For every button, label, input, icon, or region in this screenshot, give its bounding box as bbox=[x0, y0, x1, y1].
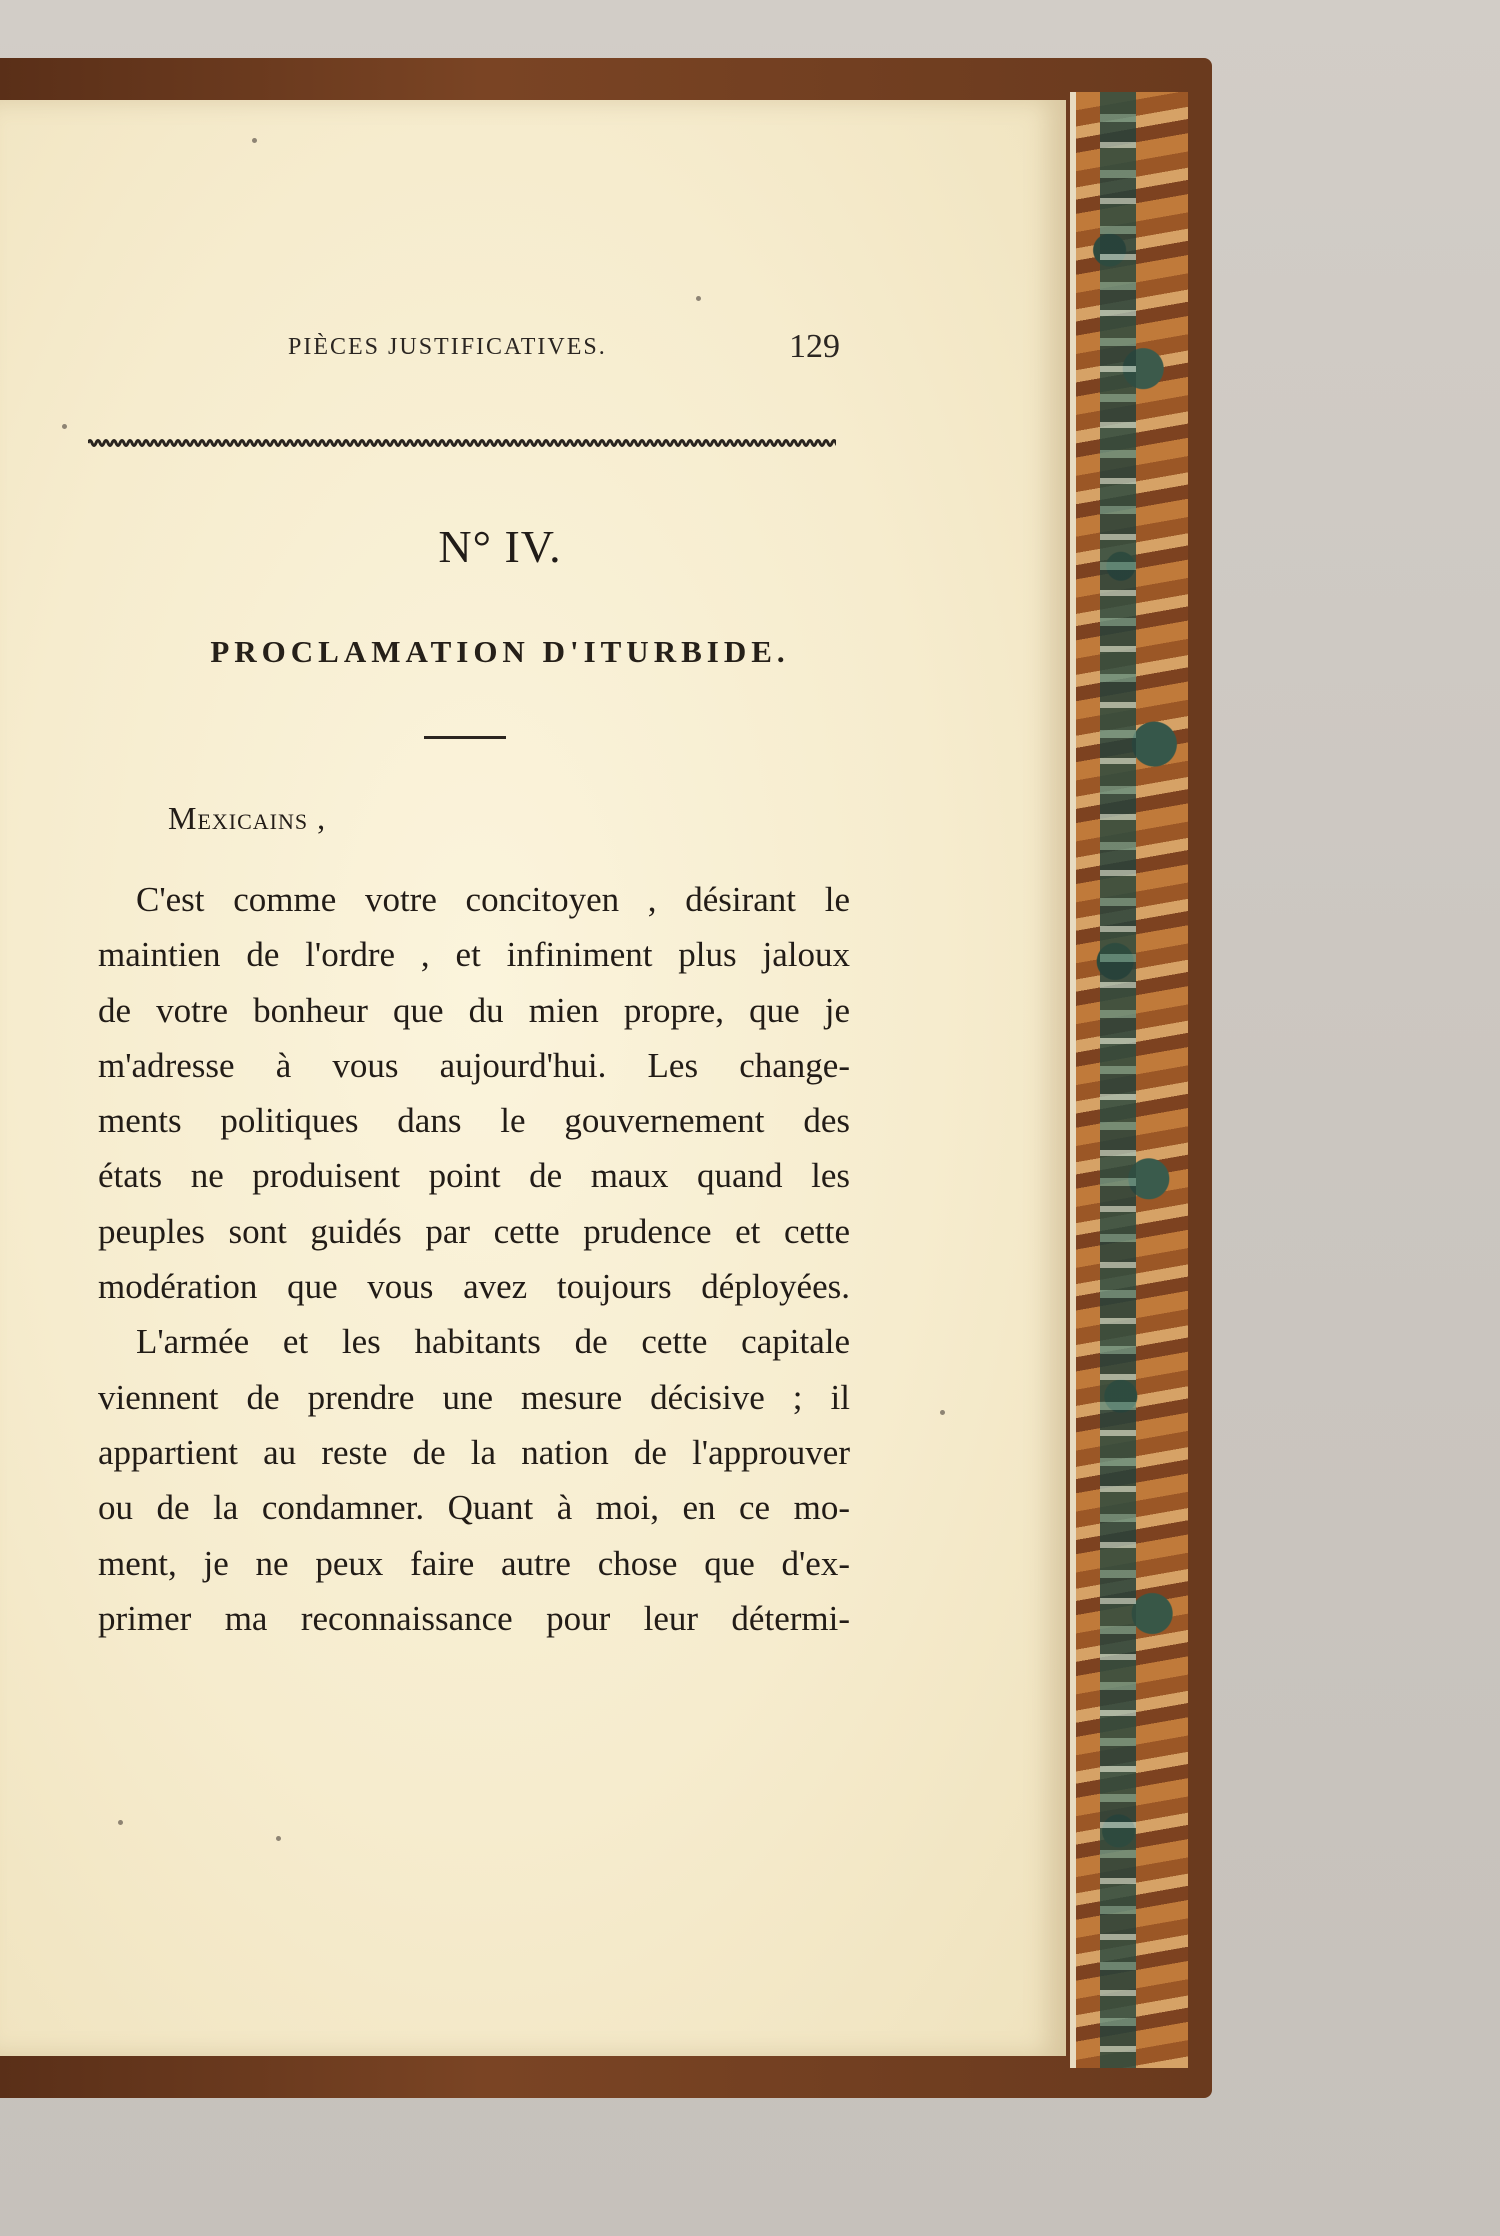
paper-speck bbox=[276, 1836, 281, 1841]
text-line: viennent de prendre une mesure décisive ; il bbox=[98, 1377, 850, 1417]
text-line: appartient au reste de la nation de l'approuver bbox=[98, 1432, 850, 1472]
document-title: PROCLAMATION D'ITURBIDE. bbox=[210, 634, 790, 669]
body-text bbox=[98, 872, 850, 1646]
text-line: m'adresse à vous aujourd'hui. Les change- bbox=[98, 1045, 850, 1085]
section-divider bbox=[424, 736, 506, 739]
text-line: C'est comme votre concitoyen , désirant le bbox=[136, 880, 850, 919]
text-line: ments politiques dans le gouvernement des bbox=[98, 1101, 850, 1141]
text-line: maintien de l'ordre , et infiniment plus jaloux bbox=[98, 935, 850, 975]
text-line: de votre bonheur que du mien propre, que je bbox=[98, 990, 850, 1030]
text-line: L'armée et les habitants de cette capitale bbox=[136, 1322, 850, 1362]
marbled-edge-pattern bbox=[1100, 92, 1136, 2068]
paper-speck bbox=[118, 1820, 123, 1825]
ornamental-wavy-rule bbox=[88, 436, 836, 450]
text-line: états ne produisent point de maux quand les bbox=[98, 1156, 850, 1196]
salutation: Mexicains , bbox=[168, 800, 327, 836]
paper-speck bbox=[252, 138, 257, 143]
running-head bbox=[288, 328, 840, 374]
paper-speck bbox=[62, 424, 67, 429]
text-line: peuples sont guidés par cette prudence et cette bbox=[98, 1211, 850, 1251]
text-line: modération que vous avez toujours déployées. bbox=[98, 1267, 850, 1307]
paper-speck bbox=[696, 296, 701, 301]
paper-speck bbox=[940, 1410, 945, 1415]
text-line: ou de la condamner. Quant à moi, en ce mo- bbox=[98, 1488, 850, 1528]
page-number: 129 bbox=[789, 328, 840, 365]
document-number: N° IV. bbox=[438, 521, 562, 572]
text-line: ment, je ne peux faire autre chose que d'ex- bbox=[98, 1543, 850, 1583]
running-title: PIÈCES JUSTIFICATIVES. bbox=[288, 334, 607, 360]
text-line: primer ma reconnaissance pour leur détermi- bbox=[98, 1598, 850, 1638]
